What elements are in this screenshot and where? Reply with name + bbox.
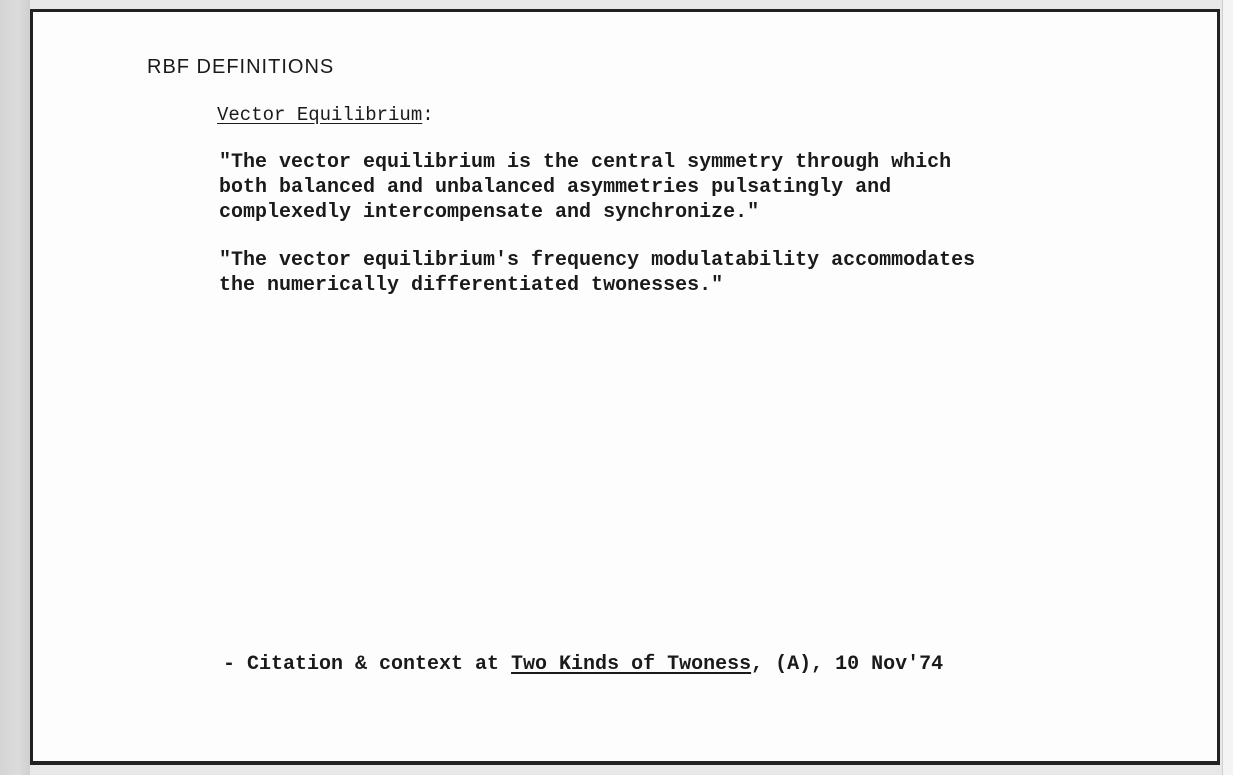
- citation-suffix: , (A), 10 Nov'74: [751, 653, 944, 676]
- definition-quote-1: "The vector equilibrium is the central symmetry through which both balanced and unbalanced asymmetries pulsatingly and complexedly intercompensate and synchronize.": [219, 151, 952, 224]
- citation-link[interactable]: Two Kinds of Twoness: [511, 653, 752, 676]
- citation-prefix: - Citation & context at: [223, 653, 512, 676]
- adjacent-card-edge: [1222, 0, 1233, 775]
- definition-quote-2: "The vector equilibrium's frequency modulatability accommodates the numerically differentiated twonesses.": [219, 249, 976, 297]
- term-title: [217, 104, 434, 126]
- scan-margin: [0, 0, 30, 775]
- card-heading: RBF DEFINITIONS: [147, 56, 335, 78]
- term-colon: :: [422, 104, 434, 126]
- citation-line: [223, 653, 943, 676]
- term-name: Vector Equilibrium: [217, 104, 423, 126]
- index-card: [30, 9, 1220, 765]
